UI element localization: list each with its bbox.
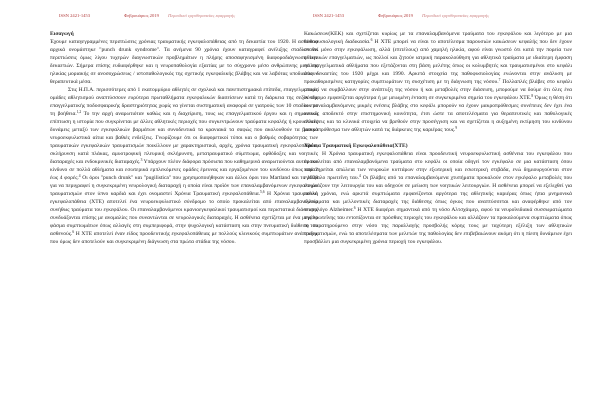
right-body-text <box>304 30 572 402</box>
citation-8: 8 <box>531 94 534 99</box>
cte-part-b: Οι βλάβες από τα επαναλαμβανόμενα χτυπήματα προκαλούν στον εγκέφαλο μεταβολές που επηρεάζουν την λειτουργία του και οδηγούν σε μείωση των νοητικών λειτουργιών. Η ασθένεια μπορεί να εξελιχθεί για πολλά χρόνια, ενώ αρκετά συμπτώματα εμφανίζονται αργότερα της αθλητικής καριέρας όπως ήπια μνημονικά ελλείμματα και μελλοντικές διαταραχές της διάθεσης όπως όγκος που αναπτύσσεται και αναφέρθηκε από τον νευρολόγο Alzheimer. <box>304 175 572 214</box>
citation-10: 4 <box>358 174 361 179</box>
left-running-header <box>50 13 318 23</box>
citation-1: 1,2 <box>76 110 82 115</box>
citation-2: 3 <box>140 158 143 163</box>
cont-part-a: Κακώσεων(ΚΕΚ) και σχετίζεται κυρίως με τα επαναλαμβανόμενα τραύματα του εγκεφάλου και λιγότερο με μια παθοφυσιολογική διαδικασία. <box>304 31 572 46</box>
cte-part-c: Η ΧΤΕ διαφέρει σημαντικά από τη νόσο Αλτσχάιμερ, αφού τα νευροϊνιδιακά συσσωματώματα της πρωτεΐνης ταυ εντοπίζονται σε πρόσθιες περιοχές του εγκεφάλου και αλλάζουν τα προκαλούμενα συμπτώματα όπως το παρατηρούμενο στην νόσο της παραλλαγής προσβολής κόρης τους με ταχύτερη εξέλιξη των αθλητικών τραυματισμών, ενώ τα αποτελέσματα των μελετών της παθολογίας δεν επιβεβαιώνουν ακόμη ότι η πίεση δυνάμεων έχει προσβάλλει μια συγκεκριμένη χρόνια περιοχή του εγκεφάλου. <box>304 207 572 246</box>
intro-p2-part-d: Οι όροι "punch drunk" και "pugilistica" που χρησιμοποιήθηκαν και άλλοι όροι του Martland και το 1928 για να περιγραφεί η συγκεκριμένη νευρολογική διαταραχή η οποία είναι προϊόν των επαναλαμβανόμενων εγκεφαλικών τραυματισμών στον ύπνο καρδιά και έχει ονομαστεί Χρόνια Τραυματική εγκεφαλοπάθεια. <box>50 175 318 198</box>
left-body-text <box>50 30 318 402</box>
citation-6: 6 <box>370 38 373 43</box>
intro-p2-part-e: Η Χρόνια τραυματική εγκεφαλοπάθεια (ΧΤΕ) αποτελεί ένα νευροεκφυλιστικό σύνδρομο το οποίο προκαλείται από επαναλαμβανόμενα συνήθως τραύματα του εγκεφάλου. Οι επαναλαμβανόμενοι κρανιοεγκεφαλικοί τραυματισμοί και περιστατικά διάσεισης συνδυάζονται επίσης με ανομαλίες που συναντώνται σε νευρολογικές διαταραχές. Η ασθένεια σχετίζεται με ένα μεγάλο φάσμα συμπτωμάτων όπως αλλαγές στη συμπεριφορά, στην ψυχολογική κατάσταση και στην πνευματική διάθεση του ασθενούς. <box>50 191 318 238</box>
cte-section-heading: Χρόνια Τραυματική Εγκεφαλοπάθεια(ΧΤΕ) <box>304 143 408 150</box>
intro-p2-part-a: Στις Η.Π.Α. περισσότερες από 1 εκατομμύριο αθλητές σε σχολικά και πανεπιστημιακά επίπεδα, επαγγελματικές ομάδες αθλητισμού αναπτύσσουν ευρύτερα πρωταθλήματα εγκεφαλικών διασείσεων κατά τη διάρκεια της σεζόν της επαγγελματικής ποδοσφαιρικής δραστηριότητας χωρίς να γίνεται συστηματική αναφορά σε γιατρούς των 10 σταδίων με τη βοήθεια. <box>50 87 318 118</box>
citation-5: 6 <box>72 230 75 235</box>
left-journal-name: Περιοδικό εργοθεραπείας εφαρμογής <box>168 13 236 18</box>
right-running-header <box>304 13 572 23</box>
citation-3: 4 <box>78 174 81 179</box>
intro-paragraph-2 <box>50 86 318 246</box>
citation-9: 9 <box>455 126 458 131</box>
citation-4: 5,6 <box>260 190 265 195</box>
right-date: Φεβρουάριος 2019 <box>378 13 413 18</box>
right-issn: ISSN 2421-1453 <box>313 13 345 18</box>
citation-7: 7 <box>498 78 501 83</box>
cont-part-c: Πολλαπλές βλάβες στο κεφάλι μπορεί να συμβάλλουν στην ανάπτυξη της νόσου ή και μεταβολές στην διάσειση, μπορούμε να δούμε ότι όλες ένα σύνδρομο εμφανίζεται αργότερα ή με μειωμένη ένταση σε συγκεκριμένα σημεία του εγκεφάλου ΧΤΕ. <box>304 79 572 102</box>
right-page <box>304 0 572 407</box>
section-spacer <box>304 134 572 142</box>
left-date: Φεβρουάριος 2019 <box>124 13 159 18</box>
left-page <box>50 0 318 407</box>
cte-paragraph <box>304 150 572 246</box>
intro-p2-part-c: Υπάρχουν πλέον διάφορα πρόσωπα που καθημερινά αναρωτιούνται αυτόν τον κίνδυνο σε πολλά αθλήματα και εσωτερικά εμπλεκόμενες ομάδες έρευνας και εργαζομένων του κινδύνου όπως από 2 έως 4 φορές. <box>50 159 318 182</box>
left-issn: ISSN 2421-1453 <box>59 13 91 18</box>
intro-p2-part-f: Η ΧΤΕ αποτελεί έναν είδος προοδευτικής εγκεφαλοπάθειας με πολλούς κλινικούς συμπτωμάτων ανάπτυξης που όμως δεν αποτελούν και συγκεκριμένη διάγνωση στα πρώτα στάδια της νόσου. <box>50 231 318 246</box>
cont-part-d: Όμως η θέση ότι οι επαναλαμβανόμενες μικρές ενέσεις βλάβης στο κεφάλι μπορούν να έχουν μακροπρόθεσμες συνέπειες δεν έχει ένα κοινώς αποδεκτό στην επιστημονική κοινότητα, έτσι ώστε τα αποτελέσματα για θεραπευτικές και παθολογικές ελλείψεις και τα κλινικά στοιχεία να βρεθούν στην προσέγγιση και να σχετίζεται η αυξημένη εκτίμηση του κινδύνου μακροπρόθεσμα των αθλητών κατά τις διάρκειες της καριέρας τους. <box>304 95 572 134</box>
intro-paragraph-1: Έχουμε καταγεγραμμένες περιπτώσεις χρόνιας τραυματικής εγκεφαλοπάθειας από τη δεκαετία του 1920. Η ασθένεια αρχικά ονομάστηκε "punch drunk syndrome". Τα ανέμενα 90 χρόνια έχουν καταγραφεί ανέλιξης σταδίων εκ περιπτώσεις όμως λίγου τυχερών διαγνωστικών προβλημάτων η πλήρης αποσαφηνισμένη διαφοροδιάγνωση των δεκαετιών. Σήμερα επίσης ευδιαφέρθηκε και η νευροπαθολογία εξαιτίας με το σύγχρονο μέσο ανθρώπινης μεγάλης ηλικίας μοριακής σε ανοσοχρώσεως / ιστοπαθολογικός της σχετικής εγκεφαλικής βλάβης και να λαβότας υποδιαλύουν θεραπευτικά μέσα. <box>50 39 318 86</box>
right-journal-name: Περιοδικό εργοθεραπείας εφαρμογής <box>422 13 490 18</box>
citation-11: 6 <box>353 206 356 211</box>
introduction-heading: Εισαγωγή <box>50 31 74 37</box>
cont-part-b: Η ΧΤΕ μπορεί να είναι το αποτέλεσμα παρουσιών κακώσεων κεφαλής που δεν έχουν σταθεί μόνο στην εγκεφάλωση, αλλά (επιτέλους) από χαμηλή ηλικία, αφού είναι γνωστό ότι κατά την πορεία των αθλητικών επαγγελματιών, ως πολλοί και ζητούν ιατρική παρακολούθηση για αθλητικά τραύματα με ιδιαίτερη έμφαση σε επαγγελματικά αθλήματα που εξετάζονται στη βάση μελέτης όπως οι κολυμβητές και τραυματισμένοι στο κεφάλι στις δεκαετίες του 1920 μέχρι και 1990. Αρκετά στοιχεία της παθοφυσιολογίας ενώνονται στην ανάλυση με προκαθορισμένες κατηγορίες συμπτωμάτων τη συσχέτιση με τη διάγνωση της νόσου. <box>304 39 572 86</box>
cte-part-a: Η Χρόνια τραυματική εγκεφαλοπάθεια είναι προοδευτική νευροεκφυλιστική ασθένεια του εγκεφάλου που προκαλείται από επαναλαμβανόμενα τραύματα στο κεφάλι οι οποία οδηγεί τον εγκέφαλο σε μια κατάσταση όπου παρατηρείται απώλεια των νευρικών κυττάρων στην εξωτερική και εσωτερική στιβάδα, ενώ δημιουργούνται στον εγκέφαλο πρωτεΐνη ταυ. <box>304 151 572 182</box>
continued-paragraph <box>304 30 572 134</box>
intro-p2-part-b: Το την αρχή αναρωτιόταν καθώς και η διαχείριση, τους ως επαγγελματικού έργου και η σημαντική επίπτωση η ιστορία που συγκρίνεται με άλλες αθλητικές περιοχές που συγκεντρώνουν τραύματα κεφαλής ή κρουστικές δυνάμεις μεταξύ των εγκεφαλικών βαρμάτων και συνοδευτικά τα κρανιακά τα σαφώς που ακολουθούν τα βασικά νευροεκφυλιστικά αίτια και βαθιές ενδείξεις. Γνωρίζουμε ότι οι διαφορετικοί τύποι και ο βαθμός σοβαρότητας των τραυματικών εγκεφαλικών τραυματισμών ποικίλλουν με χαρακτηριστικά, αρχές, χρόνια τραυματική εγκεφαλοπάθεια, σκλήρυνση κατά πλάκας, αμυοτροφική πλευρική σκλήρυνση, μετατραυματικό σύμπτωμα, ορθόδοξες και νοητικές διαταραχές και ενδοκρινικές διαταραχές. <box>50 111 318 166</box>
